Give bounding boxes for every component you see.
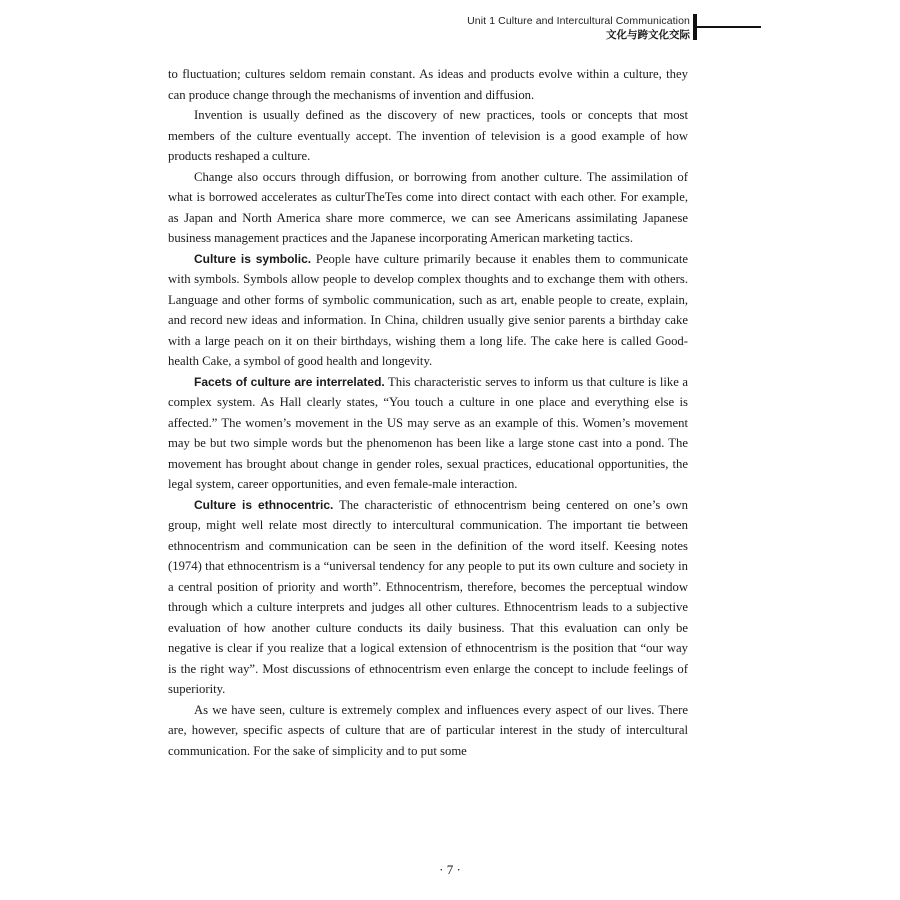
paragraph-text: Invention is usually defined as the discovery of new practices, tools or concepts that most members of the culture eventually accept. The invention of television is a good example of how products reshaped a culture.: [168, 108, 688, 163]
paragraph-lead-heading: Culture is ethnocentric.: [194, 497, 334, 512]
running-header-title-zh: 文化与跨文化交际: [606, 29, 690, 41]
paragraph: [168, 700, 688, 762]
header-rule: [697, 26, 761, 28]
paragraph-text: Change also occurs through diffusion, or borrowing from another culture. The assimilation of what is borrowed accelerates as culturTheTes come into direct contact with each other. For example, as Japan and North America share more commerce, we can see Americans assimilating Japanese business management practices and the Japanese incorporating American marketing tactics.: [168, 169, 688, 245]
paragraph: [168, 249, 688, 372]
paragraph: [168, 167, 688, 249]
running-header-title: Unit 1 Culture and Intercultural Communication: [467, 15, 690, 27]
paragraph-text: to fluctuation; cultures seldom remain constant. As ideas and products evolve within a culture, they can produce change through the mechanisms of invention and diffusion.: [168, 67, 688, 102]
paragraph: [168, 64, 688, 105]
paragraph: [168, 495, 688, 700]
paragraph: [168, 105, 688, 167]
paragraph-lead-heading: Culture is symbolic.: [194, 251, 312, 266]
page-body: [168, 64, 688, 761]
paragraph-text: The characteristic of ethnocentrism being centered on one’s own group, might well relate most directly to intercultural communication. The important tie between ethnocentrism and communication can be seen in the definition of the word itself. Keesing notes (1974) that ethnocentrism is a “universal tendency for any people to put its own culture and society in a central position of priority and worth”. Ethnocentrism, therefore, becomes the perceptual window through which a culture interprets and judges all other cultures. Ethnocentrism leads to a subjective evaluation of how another culture conducts its daily business. That this evaluation can only be negative is clear if you realize that a logical extension of ethnocentrism is the position that “our way is the right way”. Most discussions of ethnocentrism even enlarge the concept to include feelings of superiority.: [168, 497, 688, 696]
paragraph-lead-heading: Facets of culture are interrelated.: [194, 374, 385, 389]
paragraph-text: This characteristic serves to inform us that culture is like a complex system. As Hall clearly states, “You touch a culture in one place and everything else is affected.” The women’s movement in the US may serve as an example of this. Women’s movement may be but two simple words but the phenomenon has been like a large stone cast into a pond. The movement has brought about change in gender roles, sexual practices, educational opportunities, the legal system, career opportunities, and even female-male interaction.: [168, 374, 688, 491]
paragraph-text: People have culture primarily because it enables them to communicate with symbols. Symbols allow people to develop complex thoughts and to exchange them with others. Language and other forms of symbolic communication, such as art, enable people to create, explain, and record new ideas and information. In China, children usually give senior parents a birthday cake with a large peach on it on their birthdays, wishing them a long life. The cake here is called Good-health Cake, a symbol of good health and longevity.: [168, 251, 689, 368]
paragraph: [168, 372, 688, 495]
running-header: [467, 14, 690, 42]
paragraph-text: As we have seen, culture is extremely complex and influences every aspect of our lives. There are, however, specific aspects of culture that are of particular interest in the study of intercultural communication. For the sake of simplicity and to put some: [168, 702, 688, 758]
page-number: · 7 ·: [439, 862, 461, 877]
